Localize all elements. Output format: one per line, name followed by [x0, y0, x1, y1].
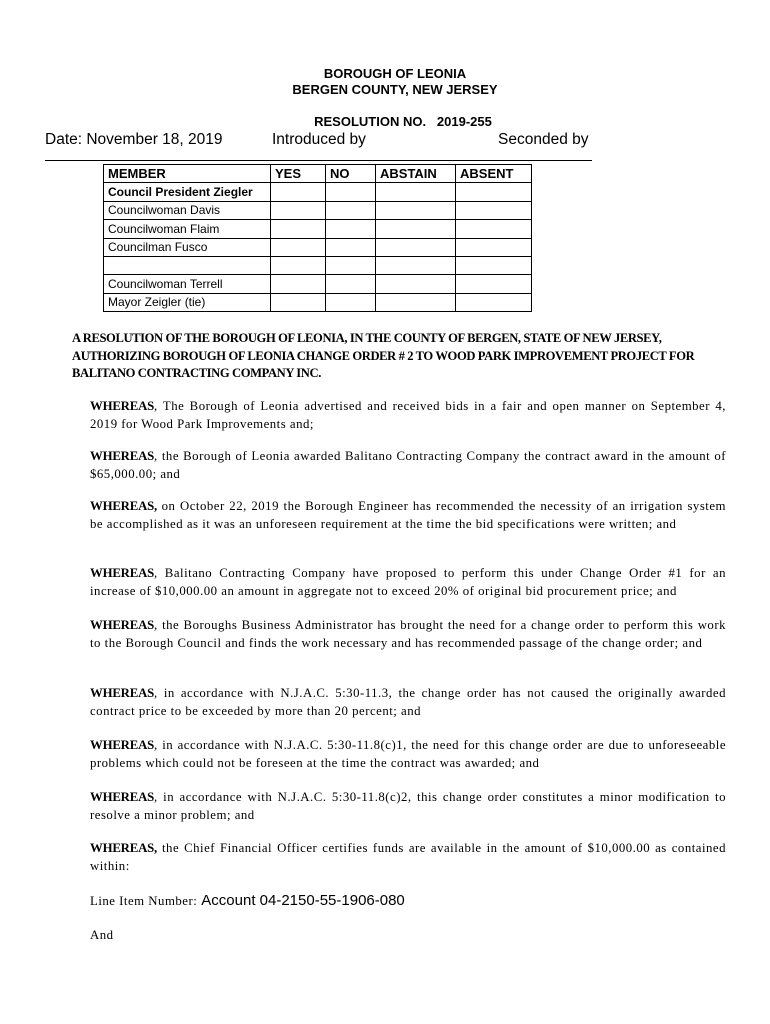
whereas-clause	[90, 685, 726, 720]
member-name: Councilwoman Flaim	[104, 220, 271, 239]
resolution-number: RESOLUTION NO. 2019-255	[314, 114, 492, 129]
vote-yes-cell[interactable]	[271, 183, 326, 202]
vote-no-cell[interactable]	[326, 183, 376, 202]
whereas-clause	[90, 498, 726, 533]
borough-name: BOROUGH OF LEONIA	[323, 66, 467, 81]
vote-absent-cell[interactable]	[456, 275, 532, 294]
table-row	[104, 238, 532, 257]
introduced-by-label: Introduced by	[272, 131, 366, 148]
member-name	[104, 257, 271, 275]
whereas-text: , the Borough of Leonia awarded Balitano Contracting Company the contract award in the amount of $65,000.00; and	[90, 449, 726, 481]
whereas-lead: WHEREAS	[90, 686, 155, 700]
header-no: NO	[326, 165, 376, 183]
member-name: Council President Ziegler	[104, 183, 271, 202]
whereas-lead: WHEREAS	[90, 399, 155, 413]
member-name: Councilman Fusco	[104, 238, 271, 257]
vote-table-header-row	[104, 165, 532, 183]
whereas-lead: WHEREAS	[90, 566, 155, 580]
line-item	[90, 892, 405, 909]
line-item-label: Line Item Number:	[90, 894, 198, 908]
vote-absent-cell[interactable]	[456, 183, 532, 202]
vote-no-cell[interactable]	[326, 257, 376, 275]
vote-absent-cell[interactable]	[456, 201, 532, 220]
county-state: BERGEN COUNTY, NEW JERSEY	[292, 82, 498, 97]
vote-abstain-cell[interactable]	[376, 201, 456, 220]
vote-abstain-cell[interactable]	[376, 293, 456, 312]
whereas-text: the Chief Financial Officer certifies funds are available in the amount of $10,000.00 as contained within:	[90, 841, 726, 873]
header-member: MEMBER	[104, 165, 271, 183]
vote-absent-cell[interactable]	[456, 238, 532, 257]
vote-yes-cell[interactable]	[271, 220, 326, 239]
vote-yes-cell[interactable]	[271, 257, 326, 275]
whereas-clause	[90, 398, 726, 433]
table-row	[104, 275, 532, 294]
vote-yes-cell[interactable]	[271, 238, 326, 257]
vote-no-cell[interactable]	[326, 275, 376, 294]
member-name: Councilwoman Davis	[104, 201, 271, 220]
whereas-lead: WHEREAS	[90, 790, 155, 804]
header-abstain: ABSTAIN	[376, 165, 456, 183]
whereas-clause	[90, 789, 726, 824]
whereas-lead: WHEREAS,	[90, 499, 158, 513]
table-row	[104, 220, 532, 239]
signature-rule	[45, 160, 592, 161]
vote-no-cell[interactable]	[326, 201, 376, 220]
resolution-title: A RESOLUTION OF THE BOROUGH OF LEONIA, IN THE COUNTY OF BERGEN, STATE OF NEW JERSEY, AUTHORIZING BOROUGH OF LEONIA CHANGE ORDER # 2 TO WOOD PARK IMPROVEMENT PROJECT FOR BALITANO CONTRACTING COMPANY INC.	[72, 331, 695, 380]
vote-yes-cell[interactable]	[271, 275, 326, 294]
table-row	[104, 293, 532, 312]
whereas-text: , The Borough of Leonia advertised and received bids in a fair and open manner on September 4, 2019 for Wood Park Improvements and;	[90, 399, 726, 431]
resolution-date: Date: November 18, 2019	[45, 131, 223, 148]
table-row	[104, 257, 532, 275]
whereas-text: on October 22, 2019 the Borough Engineer has recommended the necessity of an irrigation system be accomplished as it was an unforeseen requirement at the time the bid specifications were written; and	[90, 499, 726, 531]
member-name: Mayor Zeigler (tie)	[104, 293, 271, 312]
whereas-clause	[90, 737, 726, 772]
vote-absent-cell[interactable]	[456, 257, 532, 275]
vote-abstain-cell[interactable]	[376, 183, 456, 202]
whereas-clause	[90, 565, 726, 600]
vote-abstain-cell[interactable]	[376, 220, 456, 239]
vote-no-cell[interactable]	[326, 238, 376, 257]
header-absent: ABSENT	[456, 165, 532, 183]
vote-abstain-cell[interactable]	[376, 257, 456, 275]
whereas-clause	[90, 448, 726, 483]
whereas-text: , in accordance with N.J.A.C. 5:30-11.8(c)1, the need for this change order are due to unforeseeable problems which could not be foreseen at the time the contract was awarded; and	[90, 738, 726, 770]
closing-word: And	[90, 928, 114, 942]
account-number: Account 04-2150-55-1906-080	[201, 892, 405, 909]
vote-yes-cell[interactable]	[271, 293, 326, 312]
vote-abstain-cell[interactable]	[376, 275, 456, 294]
vote-absent-cell[interactable]	[456, 220, 532, 239]
seconded-by-label: Seconded by	[498, 131, 589, 148]
whereas-lead: WHEREAS	[90, 449, 155, 463]
whereas-lead: WHEREAS	[90, 738, 155, 752]
whereas-clause	[90, 617, 726, 652]
whereas-text: , in accordance with N.J.A.C. 5:30-11.8(c)2, this change order constitutes a minor modification to resolve a minor problem; and	[90, 790, 726, 822]
vote-no-cell[interactable]	[326, 220, 376, 239]
vote-no-cell[interactable]	[326, 293, 376, 312]
whereas-lead: WHEREAS	[90, 618, 155, 632]
whereas-text: , Balitano Contracting Company have proposed to perform this under Change Order #1 for an increase of $10,000.00 an amount in aggregate not to exceed 20% of original bid procurement price; and	[90, 566, 726, 598]
whereas-lead: WHEREAS,	[90, 841, 158, 855]
table-row	[104, 183, 532, 202]
whereas-text: , in accordance with N.J.A.C. 5:30-11.3, the change order has not caused the originally awarded contract price to be exceeded by more than 20 percent; and	[90, 686, 726, 718]
vote-absent-cell[interactable]	[456, 293, 532, 312]
header-yes: YES	[271, 165, 326, 183]
vote-table	[103, 164, 532, 312]
vote-yes-cell[interactable]	[271, 201, 326, 220]
table-row	[104, 201, 532, 220]
member-name: Councilwoman Terrell	[104, 275, 271, 294]
vote-abstain-cell[interactable]	[376, 238, 456, 257]
whereas-clause	[90, 840, 726, 875]
whereas-text: , the Boroughs Business Administrator has brought the need for a change order to perform this work to the Borough Council and finds the work necessary and has recommended passage of the change order; and	[90, 618, 726, 650]
